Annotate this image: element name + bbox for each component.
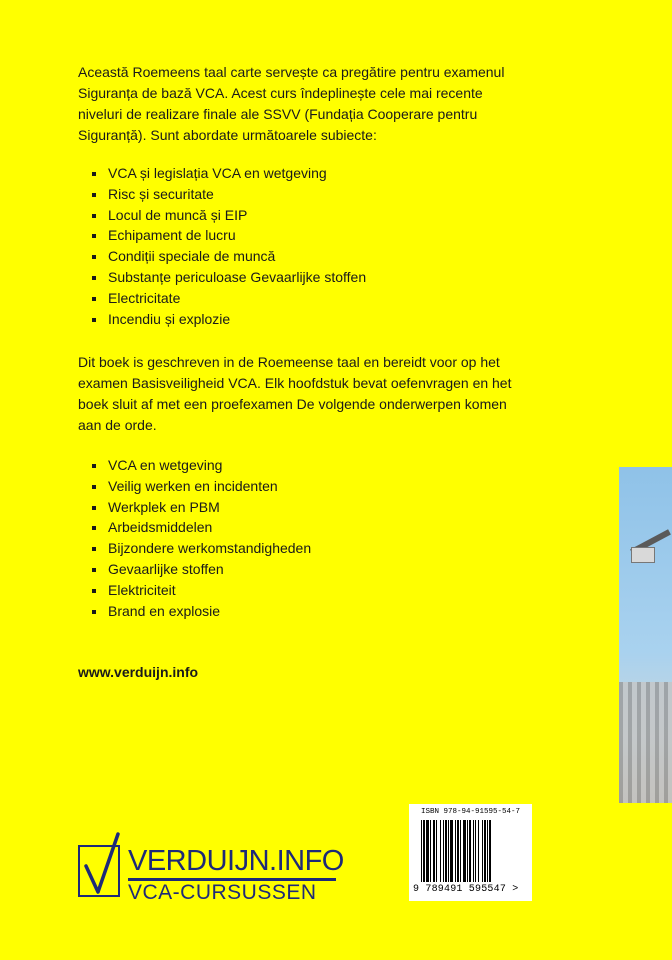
list-item: Werkplek en PBM: [92, 497, 311, 518]
list-item: Locul de muncă și EIP: [92, 205, 366, 226]
barcode-bars: [421, 820, 521, 882]
isbn-label: ISBN 978-94-91595-54-7: [420, 808, 521, 816]
list-item: Echipament de lucru: [92, 225, 366, 246]
intro-paragraph: Această Roemeens taal carte servește ca pregătire pentru examenul Siguranța de bază VCA. Acest curs îndeplinește cele mai recente niveluri de realizare finale ale SSVV (Fundația Cooperare pentru Siguranță). Sunt abordate următoarele subiecte:: [78, 64, 505, 143]
topics-list-dutch: [92, 455, 311, 621]
list-item: Risc și securitate: [92, 184, 366, 205]
checkmark-icon: [78, 832, 126, 902]
list-item: Gevaarlijke stoffen: [92, 559, 311, 580]
topics-list-romanian: [92, 163, 366, 329]
isbn-barcode: [409, 804, 532, 901]
barcode-digits: 9 789491 595547 >: [413, 884, 519, 895]
list-item: Electricitate: [92, 288, 366, 309]
dutch-paragraph: Dit boek is geschreven in de Roemeense taal en bereidt voor op het examen Basisveiligheid VCA. Elk hoofdstuk bevat oefenvragen en het boek sluit af met een proefexamen De volgende onderwerpen komen aan de orde.: [78, 354, 512, 433]
list-item: Condiții speciale de muncă: [92, 246, 366, 267]
publisher-logo: [78, 832, 344, 904]
list-item: Bijzondere werkomstandigheden: [92, 538, 311, 559]
list-item: Arbeidsmiddelen: [92, 517, 311, 538]
list-item: Veilig werken en incidenten: [92, 476, 311, 497]
website-link[interactable]: www.verduijn.info: [78, 664, 199, 680]
list-item: VCA en wetgeving: [92, 455, 311, 476]
construction-photo: [619, 467, 672, 803]
list-item: Elektriciteit: [92, 580, 311, 601]
building-scaffold: [619, 682, 672, 803]
list-item: Substanțe periculoase Gevaarlijke stoffen: [92, 267, 366, 288]
list-item: Incendiu și explozie: [92, 309, 366, 330]
logo-subtitle: VCA-CURSUSSEN: [128, 881, 317, 904]
logo-title: VERDUIJN.INFO: [128, 845, 344, 877]
list-item: Brand en explosie: [92, 601, 311, 622]
list-item: VCA și legislația VCA en wetgeving: [92, 163, 366, 184]
crane-load: [631, 547, 655, 563]
